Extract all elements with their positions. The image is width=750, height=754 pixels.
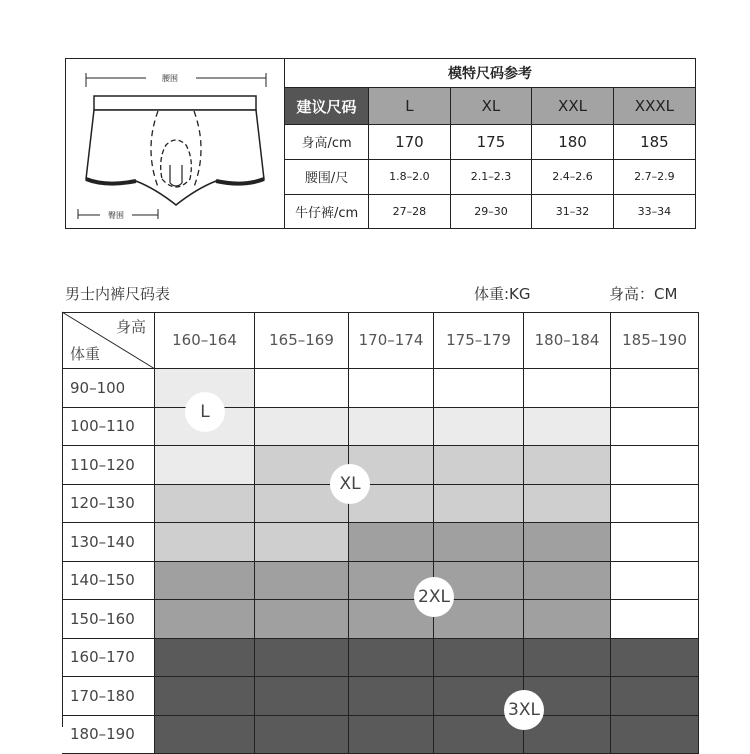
size-cell [255,369,349,408]
size-header: L [369,88,451,125]
size-cell [611,639,699,678]
size-label-bubble: L [185,392,225,432]
size-cell [255,677,349,716]
model-reference-table [285,59,695,228]
size-cell [349,523,434,562]
size-cell [155,600,255,639]
size-chart-grid [62,312,699,727]
size-label-bubble: XL [330,464,370,504]
size-header: XL [450,88,532,125]
height-column-header: 165–169 [255,312,349,369]
size-cell [611,562,699,601]
size-cell [524,408,611,447]
size-cell [611,485,699,524]
underwear-diagram [66,59,285,228]
size-cell [155,523,255,562]
weight-row-header: 170–180 [62,677,155,716]
size-cell [255,408,349,447]
height-column-header: 160–164 [155,312,255,369]
size-cell [255,639,349,678]
size-cell [349,369,434,408]
table-cell: 185 [613,125,695,160]
size-cell [524,446,611,485]
corner-height-label: 身高 [116,316,146,337]
height-column-header: 170–174 [349,312,434,369]
row-label-waist: 腰围/尺 [285,159,369,194]
size-cell [255,562,349,601]
size-cell [155,562,255,601]
size-cell [611,446,699,485]
corner-cell [62,312,155,369]
weight-row-header: 100–110 [62,408,155,447]
size-cell [434,485,524,524]
row-label-jeans: 牛仔裤/cm [285,194,369,228]
table-cell: 2.4–2.6 [532,159,614,194]
model-size-table [65,58,696,229]
hip-diagram-label: 臀围 [108,210,124,220]
suggested-size-label: 建议尺码 [285,88,369,125]
height-column-header: 185–190 [611,312,699,369]
table-cell: 180 [532,125,614,160]
size-cell [524,562,611,601]
size-cell [349,677,434,716]
size-cell [349,639,434,678]
table-cell: 29–30 [450,194,532,228]
size-cell [434,639,524,678]
table-cell: 31–32 [532,194,614,228]
weight-row-header: 140–150 [62,562,155,601]
height-unit-label: 身高：CM [609,283,677,304]
size-cell [434,408,524,447]
size-label-bubble: 2XL [414,577,454,617]
size-cell [611,523,699,562]
size-cell [255,523,349,562]
size-chart-title: 男士内裤尺码表 [65,283,170,304]
table-cell: 170 [369,125,451,160]
size-header: XXXL [613,88,695,125]
weight-row-header: 150–160 [62,600,155,639]
weight-row-header: 90–100 [62,369,155,408]
size-cell [524,369,611,408]
table-cell: 33–34 [613,194,695,228]
table-cell: 2.7–2.9 [613,159,695,194]
size-cell [434,369,524,408]
size-cell [611,369,699,408]
size-cell [349,408,434,447]
size-cell [155,677,255,716]
table-cell: 27–28 [369,194,451,228]
table-cell: 2.1–2.3 [450,159,532,194]
height-column-header: 180–184 [524,312,611,369]
size-cell [349,716,434,754]
weight-unit-label: 体重:KG [474,283,531,304]
size-cell [155,485,255,524]
size-cell [434,523,524,562]
size-cell [155,716,255,754]
height-column-header: 175–179 [434,312,524,369]
size-cell [255,716,349,754]
size-cell [155,446,255,485]
size-cell [611,716,699,754]
waist-diagram-label: 腰围 [162,74,178,83]
model-table-title: 模特尺码参考 [285,59,695,88]
size-cell [524,485,611,524]
weight-row-header: 180–190 [62,716,155,754]
size-cell [524,639,611,678]
weight-row-header: 160–170 [62,639,155,678]
size-cell [524,600,611,639]
size-cell [611,677,699,716]
size-header: XXL [532,88,614,125]
weight-row-header: 110–120 [62,446,155,485]
size-cell [434,446,524,485]
size-cell [255,600,349,639]
table-cell: 1.8–2.0 [369,159,451,194]
size-cell [524,523,611,562]
corner-weight-label: 体重 [70,343,100,364]
size-cell [611,408,699,447]
size-cell [611,600,699,639]
size-label-bubble: 3XL [504,690,544,730]
weight-row-header: 130–140 [62,523,155,562]
table-cell: 175 [450,125,532,160]
size-cell [155,639,255,678]
briefs-illustration-icon [66,59,285,228]
weight-row-header: 120–130 [62,485,155,524]
row-label-height: 身高/cm [285,125,369,160]
